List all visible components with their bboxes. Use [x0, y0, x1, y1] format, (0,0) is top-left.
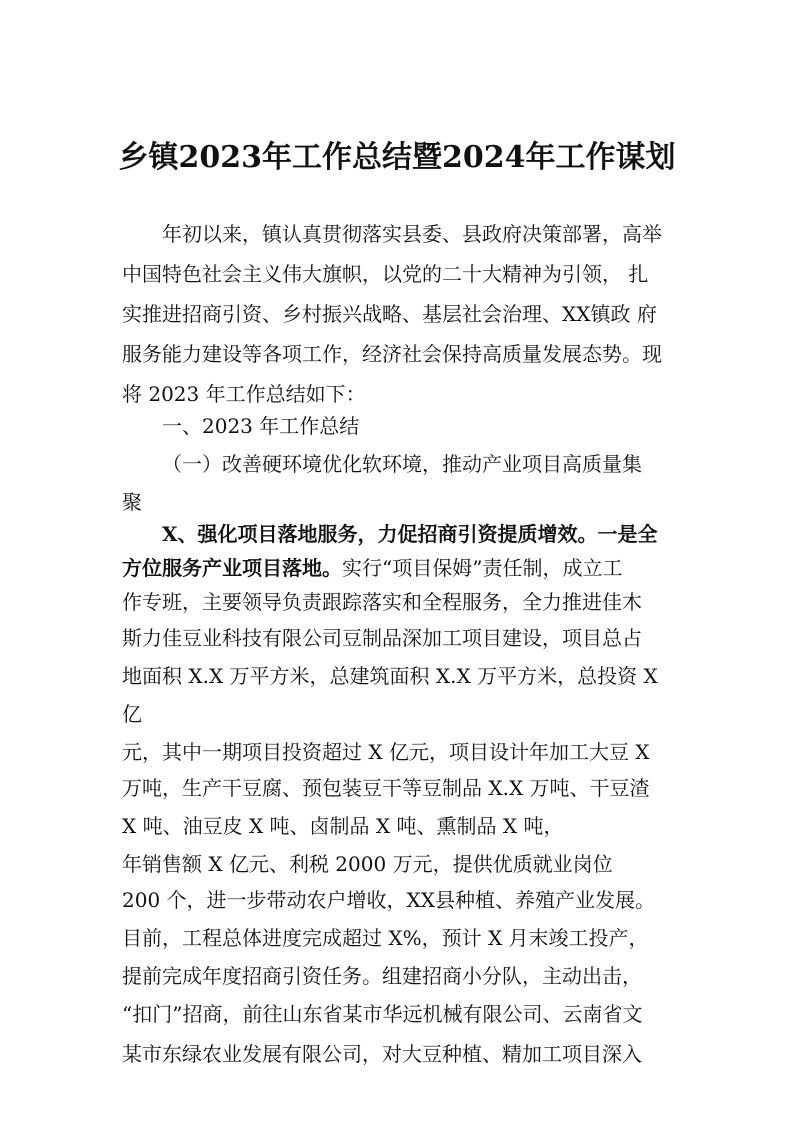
body-line: 某市东绿农业发展有限公司，对大豆种植、精加工项目深入	[122, 1042, 642, 1066]
body-line: 实推进招商引资、乡村振兴战略、基层社会治理、XX镇政 府	[122, 302, 657, 326]
body-line: 元，其中一期项目投资超过 X 亿元，项目设计年加工大豆 X	[122, 740, 650, 764]
bold-text: 方位服务产业项目落地。	[122, 556, 342, 580]
body-line: 服务能力建设等各项工作，经济社会保持高质量发展态势。现	[122, 342, 662, 366]
body-line: 万吨，生产干豆腐、预包装豆干等豆制品 X.X 万吨、干豆渣	[122, 776, 650, 800]
body-line: 提前完成年度招商引资任务。组建招商小分队，主动出击，	[122, 964, 642, 988]
body-text: 实行“项目保姆”责任制，成立工	[342, 556, 623, 580]
document-title: 乡镇2023年工作总结暨2024年工作谋划	[118, 140, 676, 175]
body-line: 年初以来，镇认真贯彻落实县委、县政府决策部署，高举	[162, 222, 662, 246]
body-line: 目前，工程总体进度完成超过 X%，预计 X 月末竣工投产，	[122, 926, 649, 950]
body-line: 年销售额 X 亿元、利税 2000 万元，提供优质就业岗位	[122, 852, 613, 876]
para-bold-lead	[162, 522, 658, 546]
subsection-heading: （一）改善硬环境优化软环境，推动产业项目高质量集	[162, 452, 642, 476]
body-line: 作专班，主要领导负责跟踪落实和全程服务，全力推进佳木	[122, 590, 642, 614]
body-line: 200 个，进一步带动农户增收，XX县种植、养殖产业发展。	[122, 888, 656, 912]
subsection-heading-cont: 聚	[122, 490, 142, 514]
body-line: 亿	[122, 702, 142, 726]
body-line	[122, 556, 622, 580]
section-heading: 一、2023 年工作总结	[162, 414, 360, 438]
bold-text: X、强化项目落地服务，力促招商引资提质增效。一是全	[162, 522, 658, 546]
body-line: X 吨、油豆皮 X 吨、卤制品 X 吨、熏制品 X 吨，	[122, 814, 564, 838]
body-line: 中国特色社会主义伟大旗帜，以党的二十大精神为引领， 扎	[122, 262, 649, 286]
body-line: 将 2023 年工作总结如下：	[122, 382, 366, 406]
body-line: 斯力佳豆业科技有限公司豆制品深加工项目建设，项目总占	[122, 626, 642, 650]
body-line: 地面积 X.X 万平方米，总建筑面积 X.X 万平方米，总投资 X	[122, 664, 658, 688]
body-line: “扣门”招商，前往山东省某市华远机械有限公司、云南省文	[122, 1002, 643, 1026]
